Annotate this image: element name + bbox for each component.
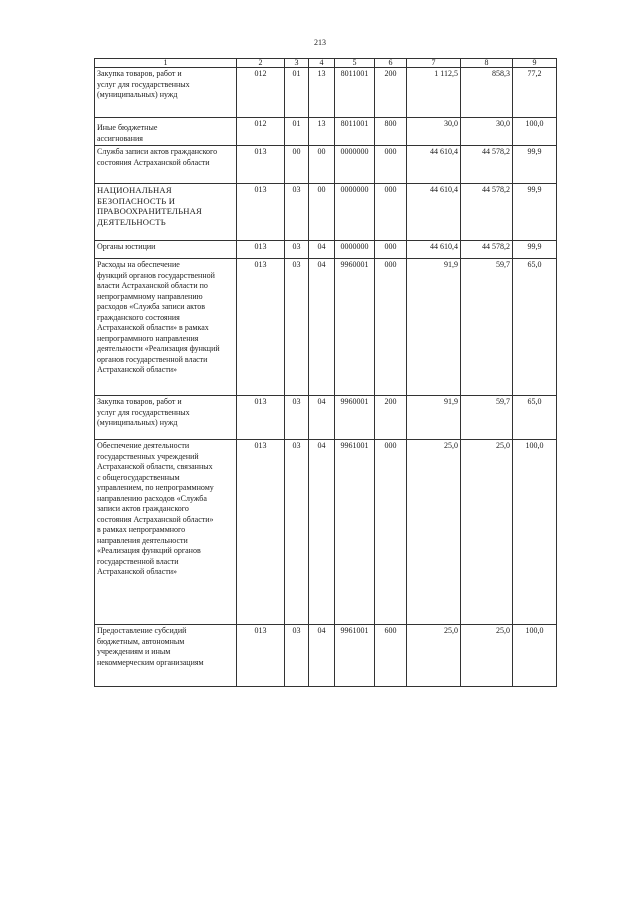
value-cell: 30,0	[461, 118, 513, 146]
value-cell: 44 578,2	[461, 146, 513, 184]
value-cell: 25,0	[461, 440, 513, 625]
code-cell: 200	[375, 68, 407, 118]
code-cell: 0000000	[335, 184, 375, 241]
value-cell: 25,0	[407, 625, 461, 687]
column-header: 1	[95, 59, 237, 68]
code-cell: 03	[285, 259, 309, 396]
code-cell: 03	[285, 184, 309, 241]
code-cell: 9960001	[335, 259, 375, 396]
percent-cell: 65,0	[513, 259, 557, 396]
code-cell: 000	[375, 259, 407, 396]
code-cell: 01	[285, 68, 309, 118]
code-cell: 000	[375, 184, 407, 241]
value-cell: 25,0	[407, 440, 461, 625]
code-cell: 9961001	[335, 440, 375, 625]
code-cell: 03	[285, 241, 309, 259]
code-cell: 03	[285, 396, 309, 440]
value-cell: 91,9	[407, 259, 461, 396]
code-cell: 013	[237, 184, 285, 241]
value-cell: 91,9	[407, 396, 461, 440]
budget-table	[94, 58, 557, 687]
code-cell: 9961001	[335, 625, 375, 687]
percent-cell: 99,9	[513, 184, 557, 241]
code-cell: 200	[375, 396, 407, 440]
value-cell: 44 610,4	[407, 146, 461, 184]
percent-cell: 100,0	[513, 625, 557, 687]
value-cell: 858,3	[461, 68, 513, 118]
table-row	[95, 396, 557, 440]
value-cell: 59,7	[461, 259, 513, 396]
row-name-cell: НАЦИОНАЛЬНАЯ БЕЗОПАСНОСТЬ И ПРАВООХРАНИТЕЛЬНАЯ ДЕЯТЕЛЬНОСТЬ	[95, 184, 237, 241]
code-cell: 04	[309, 259, 335, 396]
code-cell: 0000000	[335, 146, 375, 184]
code-cell: 8011001	[335, 118, 375, 146]
page-number: 213	[314, 38, 326, 47]
column-header: 7	[407, 59, 461, 68]
table-row	[95, 625, 557, 687]
percent-cell: 99,9	[513, 241, 557, 259]
code-cell: 000	[375, 146, 407, 184]
code-cell: 13	[309, 118, 335, 146]
table-row	[95, 440, 557, 625]
percent-cell: 77,2	[513, 68, 557, 118]
code-cell: 03	[285, 440, 309, 625]
code-cell: 04	[309, 396, 335, 440]
value-cell: 30,0	[407, 118, 461, 146]
row-name-cell: Закупка товаров, работ и услуг для государственных (муниципальных) нужд	[95, 396, 237, 440]
code-cell: 04	[309, 625, 335, 687]
value-cell: 44 610,4	[407, 241, 461, 259]
value-cell: 44 578,2	[461, 184, 513, 241]
code-cell: 00	[309, 184, 335, 241]
table-row	[95, 68, 557, 118]
code-cell: 000	[375, 440, 407, 625]
table-row	[95, 184, 557, 241]
code-cell: 03	[285, 625, 309, 687]
header-row	[95, 59, 557, 68]
column-header: 6	[375, 59, 407, 68]
code-cell: 012	[237, 68, 285, 118]
code-cell: 800	[375, 118, 407, 146]
code-cell: 9960001	[335, 396, 375, 440]
code-cell: 012	[237, 118, 285, 146]
percent-cell: 99,9	[513, 146, 557, 184]
table-row	[95, 241, 557, 259]
code-cell: 013	[237, 396, 285, 440]
column-header: 3	[285, 59, 309, 68]
column-header: 2	[237, 59, 285, 68]
percent-cell: 100,0	[513, 118, 557, 146]
table-row	[95, 259, 557, 396]
code-cell: 0000000	[335, 241, 375, 259]
code-cell: 8011001	[335, 68, 375, 118]
percent-cell: 100,0	[513, 440, 557, 625]
table-row	[95, 118, 557, 146]
percent-cell: 65,0	[513, 396, 557, 440]
code-cell: 000	[375, 241, 407, 259]
code-cell: 13	[309, 68, 335, 118]
row-name-cell: Расходы на обеспечение функций органов государственной власти Астраханской области по непрограммному направлению расходов «Служба записи актов гражданского состояния Астраханской области» в рамках непрограммного направления деятельности «Реализация функций органов государственной власти Астраханской области»	[95, 259, 237, 396]
code-cell: 01	[285, 118, 309, 146]
column-header: 5	[335, 59, 375, 68]
code-cell: 013	[237, 440, 285, 625]
column-header: 8	[461, 59, 513, 68]
column-header: 9	[513, 59, 557, 68]
row-name-cell: Предоставление субсидий бюджетным, автономным учреждениям и иным некоммерческим организациям	[95, 625, 237, 687]
code-cell: 013	[237, 259, 285, 396]
row-name-cell: Органы юстиции	[95, 241, 237, 259]
row-name-cell: Иные бюджетные ассигнования	[95, 118, 237, 146]
code-cell: 013	[237, 146, 285, 184]
code-cell: 600	[375, 625, 407, 687]
value-cell: 25,0	[461, 625, 513, 687]
value-cell: 44 578,2	[461, 241, 513, 259]
code-cell: 00	[309, 146, 335, 184]
row-name-cell: Закупка товаров, работ и услуг для государственных (муниципальных) нужд	[95, 68, 237, 118]
value-cell: 59,7	[461, 396, 513, 440]
row-name-cell: Служба записи актов гражданского состояния Астраханской области	[95, 146, 237, 184]
row-name-cell: Обеспечение деятельности государственных учреждений Астраханской области, связанных с общегосударственным управлением, по непрограммному направлению расходов «Служба записи актов гражданского состояния Астраханской области» в рамках непрограммного направления деятельности «Реализация функций органов государственной власти Астраханской области»	[95, 440, 237, 625]
code-cell: 013	[237, 625, 285, 687]
column-header: 4	[309, 59, 335, 68]
code-cell: 013	[237, 241, 285, 259]
value-cell: 44 610,4	[407, 184, 461, 241]
code-cell: 00	[285, 146, 309, 184]
code-cell: 04	[309, 440, 335, 625]
value-cell: 1 112,5	[407, 68, 461, 118]
table-row	[95, 146, 557, 184]
code-cell: 04	[309, 241, 335, 259]
